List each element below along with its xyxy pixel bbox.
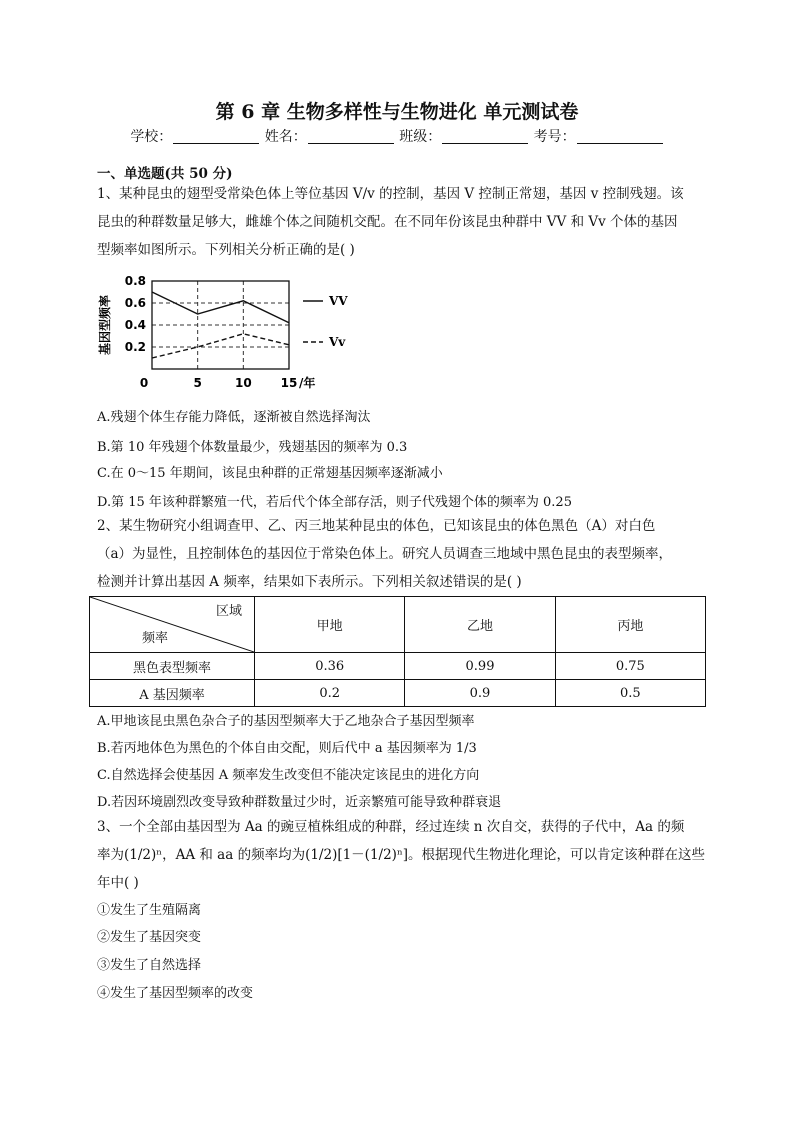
y-axis-label: 基因型频率 (98, 294, 112, 356)
column-header: 甲地 (255, 597, 405, 653)
question-1-stem (97, 180, 707, 264)
page-title: 第 6 章 生物多样性与生物进化 单元测试卷 (215, 101, 579, 123)
series-line-VV (152, 292, 289, 323)
question-3-stem (97, 813, 707, 897)
q2-line: 2、某生物研究小组调查甲、乙、丙三地某种昆虫的体色，已知该昆虫的体色黑色（A）对白色 (97, 518, 656, 534)
table-row (90, 680, 706, 707)
q1-line: 1、某种昆虫的翅型受常染色体上等位基因 V/v 的控制，基因 V 控制正常翅，基因 v 控制残翅。该 (97, 186, 684, 202)
series-line-Vv (152, 334, 289, 358)
q2-option-a[interactable]: A.甲地该昆虫黑色杂合子的基因型频率大于乙地杂合子基因型频率 (97, 714, 475, 729)
student-info-line (0, 126, 794, 146)
q3-line: 率为(1/2)ⁿ，AA 和 aa 的频率均为(1/2)[1－(1/2)ⁿ]。根据现代生物进化理论，可以肯定该种群在这些 (97, 847, 706, 863)
school-blank[interactable] (173, 129, 259, 144)
row-label: A 基因频率 (90, 680, 255, 707)
x-tick-label: 0 (139, 376, 149, 390)
x-tick-label: 10 (234, 376, 252, 390)
class-label: 班级： (399, 129, 442, 145)
x-axis-label: /年 (299, 376, 316, 390)
row-label: 黑色表型频率 (90, 653, 255, 680)
class-blank[interactable] (442, 129, 528, 144)
q3-option-3[interactable]: ③发生了自然选择 (97, 958, 202, 973)
section-title: 一、单选题(共 50 分) (97, 166, 233, 182)
y-tick-label: 0.6 (124, 296, 146, 310)
legend-label-VV: VV (329, 294, 348, 308)
table-row (90, 653, 706, 680)
table-cell: 0.75 (555, 653, 705, 680)
q2-option-c[interactable]: C.自然选择会使基因 A 频率发生改变但不能决定该昆虫的进化方向 (97, 768, 480, 783)
table-cell: 0.99 (405, 653, 555, 680)
table-corner-cell (90, 597, 255, 653)
legend-label-Vv: Vv (329, 335, 346, 349)
q2-option-d[interactable]: D.若因环境剧烈改变导致种群数量过少时，近亲繁殖可能导致种群衰退 (97, 795, 502, 810)
q1-option-a[interactable]: A.残翅个体生存能力降低，逐渐被自然选择淘汰 (97, 410, 371, 425)
q1-option-c[interactable]: C.在 0～15 年期间，该昆虫种群的正常翅基因频率逐渐减小 (97, 466, 443, 481)
y-tick-label: 0.4 (124, 318, 146, 332)
y-tick-label: 0.2 (124, 340, 146, 354)
q1-option-d[interactable]: D.第 15 年该种群繁殖一代，若后代个体全部存活，则子代残翅个体的频率为 0.25 (97, 495, 572, 510)
q3-line: 年中( ) (97, 875, 139, 891)
q2-line: （a）为显性，且控制体色的基因位于常染色体上。研究人员调查三地域中黑色昆虫的表型频率， (97, 546, 673, 562)
corner-top-label: 区域 (215, 604, 242, 619)
q1-line: 昆虫的种群数量足够大，雌雄个体之间随机交配。在不同年份该昆虫种群中 VV 和 Vv 个体的基因 (97, 214, 678, 230)
question-2-stem (97, 512, 707, 596)
corner-bottom-label: 频率 (142, 631, 169, 646)
table-header-row (90, 597, 706, 653)
plot-frame (152, 281, 289, 369)
q3-option-4[interactable]: ④发生了基因型频率的改变 (97, 986, 254, 1001)
column-header: 乙地 (405, 597, 555, 653)
x-tick-label: 5 (193, 376, 202, 390)
q3-line: 3、一个全部由基因型为 Aa 的豌豆植株组成的种群，经过连续 n 次自交，获得的子代中，Aa 的频 (97, 819, 685, 835)
frequency-table (89, 596, 706, 707)
y-tick-label: 0.8 (124, 274, 146, 288)
exam-no-blank[interactable] (577, 129, 663, 144)
school-label: 学校： (130, 129, 173, 145)
q2-option-b[interactable]: B.若丙地体色为黑色的个体自由交配，则后代中 a 基因频率为 1/3 (97, 741, 477, 756)
q3-option-1[interactable]: ①发生了生殖隔离 (97, 903, 202, 918)
table-cell: 0.36 (255, 653, 405, 680)
name-blank[interactable] (308, 129, 394, 144)
q3-option-2[interactable]: ②发生了基因突变 (97, 930, 202, 945)
exam-no-label: 考号： (533, 129, 576, 145)
x-tick-label: 15 (280, 376, 298, 390)
table-cell: 0.9 (405, 680, 555, 707)
q1-line: 型频率如图所示。下列相关分析正确的是( ) (97, 242, 355, 258)
column-header: 丙地 (555, 597, 705, 653)
table-cell: 0.2 (255, 680, 405, 707)
q1-option-b[interactable]: B.第 10 年残翅个体数量最少，残翅基因的频率为 0.3 (97, 440, 408, 455)
table-cell: 0.5 (555, 680, 705, 707)
name-label: 姓名： (264, 129, 307, 145)
q2-line: 检测并计算出基因 A 频率，结果如下表所示。下列相关叙述错误的是( ) (97, 574, 522, 590)
genotype-frequency-chart (97, 271, 367, 401)
